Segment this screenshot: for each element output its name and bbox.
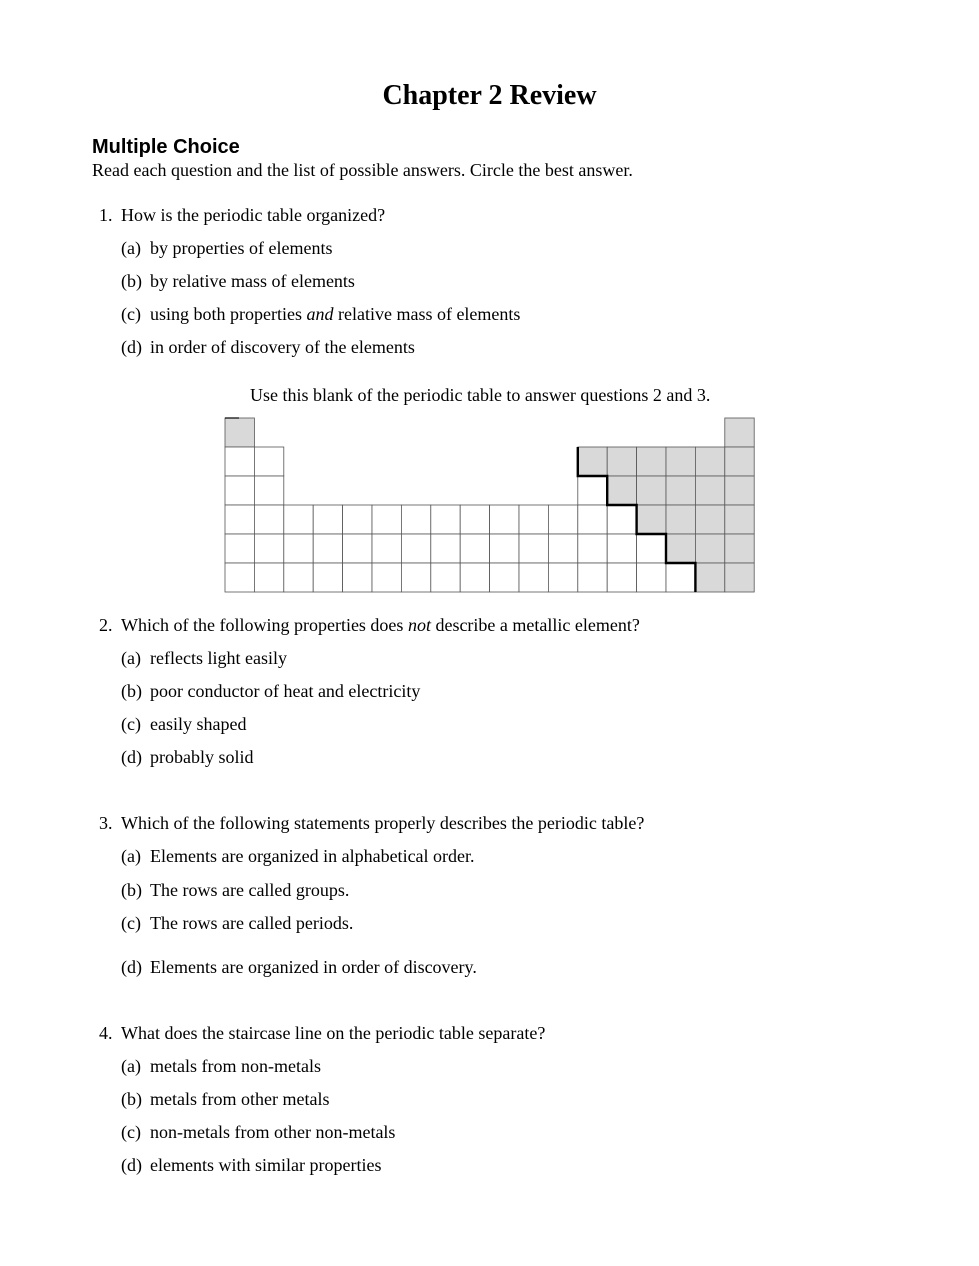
table-cell (401, 534, 430, 563)
option-text: The rows are called periods. (150, 913, 354, 933)
table-cell (460, 563, 489, 592)
option-letter: (c) (121, 304, 141, 324)
table-cell (578, 447, 607, 476)
question-1 (99, 205, 385, 226)
option-letter: (d) (121, 957, 142, 977)
table-cell (225, 447, 254, 476)
table-cell (519, 505, 548, 534)
figure-caption: Use this blank of the periodic table to answer questions 2 and 3. (250, 385, 711, 405)
question-text: How is the periodic table organized? (121, 205, 386, 225)
option-text: metals from other metals (150, 1089, 330, 1109)
table-cell (490, 505, 519, 534)
section-heading: Multiple Choice (92, 136, 240, 158)
question-text-rest: describe a metallic element? (430, 615, 640, 635)
option-text-rest: relative mass of elements (333, 304, 521, 324)
option-letter: (c) (121, 714, 141, 734)
option-text: Elements are organized in alphabetical order. (150, 846, 475, 866)
table-cell (284, 563, 313, 592)
option-letter: (b) (121, 1089, 142, 1109)
option-letter: (c) (121, 1122, 141, 1142)
question-number: 4. (99, 1023, 113, 1043)
option-letter: (d) (121, 747, 142, 767)
table-cell (695, 447, 724, 476)
table-cell (225, 505, 254, 534)
question-number: 3. (99, 813, 113, 833)
q4-option-c[interactable] (121, 1122, 395, 1143)
table-cell (725, 476, 754, 505)
q3-option-d[interactable] (121, 957, 477, 978)
table-cell (225, 418, 254, 447)
table-cell (666, 563, 695, 592)
option-letter: (a) (121, 1056, 141, 1076)
table-cell (254, 505, 283, 534)
table-cell (548, 505, 577, 534)
table-cell (607, 505, 636, 534)
instructions: Read each question and the list of possible answers. Circle the best answer. (92, 160, 633, 180)
table-cell (607, 476, 636, 505)
table-cell (313, 534, 342, 563)
table-cell (431, 563, 460, 592)
question-text: What does the staircase line on the periodic table separate? (121, 1023, 546, 1043)
table-cell (637, 476, 666, 505)
question-number: 1. (99, 205, 113, 225)
table-cell (254, 447, 283, 476)
table-cell (343, 563, 372, 592)
q3-option-b[interactable] (121, 880, 349, 901)
table-cell (666, 505, 695, 534)
option-text: poor conductor of heat and electricity (150, 681, 421, 701)
table-cell (637, 447, 666, 476)
table-cell (725, 418, 754, 447)
table-cell (578, 534, 607, 563)
table-cell (372, 563, 401, 592)
table-cell (725, 505, 754, 534)
table-cell (666, 534, 695, 563)
table-cell (225, 476, 254, 505)
table-cell (695, 505, 724, 534)
table-cell (666, 447, 695, 476)
table-cell (725, 447, 754, 476)
table-cell (401, 563, 430, 592)
table-cell (519, 534, 548, 563)
table-cell (607, 447, 636, 476)
option-text: elements with similar properties (150, 1155, 382, 1175)
option-text: using both properties (150, 304, 307, 324)
table-cell (695, 534, 724, 563)
table-cell (401, 505, 430, 534)
q2-option-a[interactable] (121, 648, 287, 669)
option-letter: (b) (121, 681, 142, 701)
q4-option-d[interactable] (121, 1155, 381, 1176)
question-text: Which of the following properties does (121, 615, 408, 635)
table-cell (490, 563, 519, 592)
table-cell (431, 505, 460, 534)
option-text: non-metals from other non-metals (150, 1122, 396, 1142)
option-letter: (d) (121, 1155, 142, 1175)
table-cell (666, 476, 695, 505)
option-text: in order of discovery of the elements (150, 337, 415, 357)
q1-option-b[interactable] (121, 271, 355, 292)
table-cell (372, 534, 401, 563)
q2-option-d[interactable] (121, 747, 254, 768)
table-cell (313, 563, 342, 592)
question-4 (99, 1023, 545, 1044)
question-number: 2. (99, 615, 113, 635)
option-text: reflects light easily (150, 648, 287, 668)
table-cell (637, 563, 666, 592)
option-text: by relative mass of elements (150, 271, 355, 291)
table-cell (607, 563, 636, 592)
question-2 (99, 615, 640, 636)
table-cell (607, 534, 636, 563)
table-cell (284, 534, 313, 563)
option-text: metals from non-metals (150, 1056, 321, 1076)
table-cell (637, 505, 666, 534)
table-cell (695, 563, 724, 592)
question-3 (99, 813, 644, 834)
table-cell (313, 505, 342, 534)
table-cell (519, 563, 548, 592)
table-cell (254, 563, 283, 592)
option-emphasis: and (306, 304, 334, 324)
table-cell (254, 476, 283, 505)
table-cell (725, 563, 754, 592)
table-cell (254, 534, 283, 563)
table-cell (695, 476, 724, 505)
q4-option-b[interactable] (121, 1089, 329, 1110)
table-cell (578, 476, 607, 505)
option-letter: (b) (121, 880, 142, 900)
option-text: Elements are organized in order of discovery. (150, 957, 477, 977)
q1-option-d[interactable] (121, 337, 415, 358)
q4-option-a[interactable] (121, 1056, 321, 1077)
q3-option-c[interactable] (121, 913, 353, 934)
q1-option-a[interactable] (121, 238, 332, 259)
table-cell (637, 534, 666, 563)
option-letter: (d) (121, 337, 142, 357)
table-cell (548, 534, 577, 563)
page-title: Chapter 2 Review (382, 80, 597, 111)
table-cell (225, 563, 254, 592)
table-cell (372, 505, 401, 534)
table-cell (343, 534, 372, 563)
option-letter: (c) (121, 913, 141, 933)
q2-option-c[interactable] (121, 714, 246, 735)
option-text: easily shaped (150, 714, 247, 734)
table-cell (460, 534, 489, 563)
option-text: The rows are called groups. (150, 880, 350, 900)
table-cell (431, 534, 460, 563)
option-letter: (a) (121, 846, 141, 866)
table-cell (578, 563, 607, 592)
table-cell (343, 505, 372, 534)
periodic-table-blank (222, 414, 758, 594)
table-cell (490, 534, 519, 563)
table-cell (578, 505, 607, 534)
table-cell (460, 505, 489, 534)
question-text: Which of the following statements properly describes the periodic table? (121, 813, 645, 833)
option-letter: (a) (121, 238, 141, 258)
option-text: by properties of elements (150, 238, 333, 258)
table-cell (725, 534, 754, 563)
table-cell (548, 563, 577, 592)
option-letter: (a) (121, 648, 141, 668)
q1-option-c[interactable] (121, 304, 520, 325)
option-letter: (b) (121, 271, 142, 291)
table-cell (284, 505, 313, 534)
option-text: probably solid (150, 747, 254, 767)
q2-option-b[interactable] (121, 681, 420, 702)
q3-option-a[interactable] (121, 846, 475, 867)
table-cell (225, 534, 254, 563)
question-emphasis: not (407, 615, 431, 635)
